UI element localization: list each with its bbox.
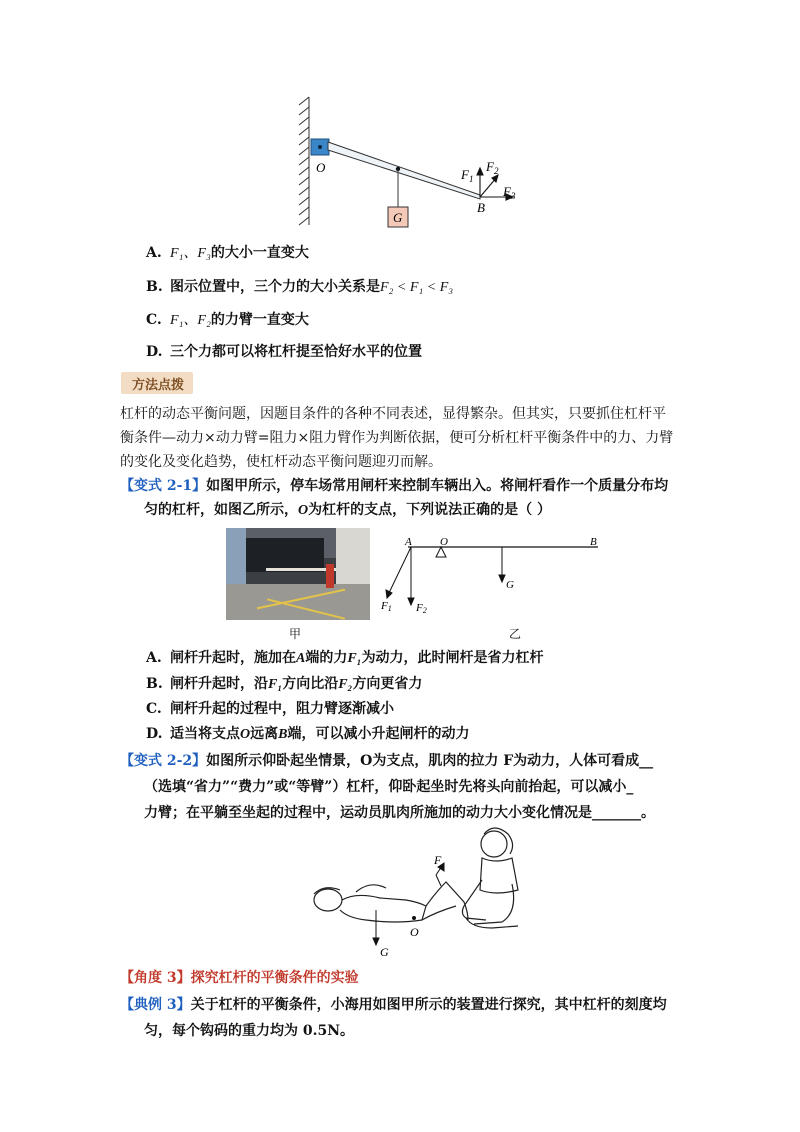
svg-text:F2: F2 — [416, 602, 427, 615]
wall-hatching — [299, 97, 309, 225]
q1-option-b: B. 图示位置中，三个力的大小关系是F₂ < F₁ < F₃ — [146, 279, 454, 295]
q1-option-a: A. F₁、F₃的大小一直变大 — [146, 245, 309, 261]
svg-text:G: G — [506, 579, 514, 591]
svg-text:F1: F1 — [381, 600, 392, 613]
svg-text:F: F — [434, 853, 442, 867]
variant-2-1-question: 【变式 2-1】如图甲所示，停车场常用闸杆来控制车辆出入。将闸杆看作一个质量分布均 匀的杠杆，如图乙所示，O为杠杆的支点，下列说法正确的是（ ） — [120, 478, 669, 518]
v21-option-b: B. 闸杆升起时，沿F₁方向比沿F₂方向更省力 — [146, 676, 423, 692]
gate-lever-diagram — [378, 535, 608, 635]
pivot-triangle — [436, 547, 446, 557]
q1-option-c: C. F₁、F₂的力臂一直变大 — [146, 312, 309, 328]
q1-option-d: D. 三个力都可以将杠杆提至恰好水平的位置 — [146, 344, 422, 360]
label-F3: $F_3$ — [503, 184, 516, 201]
svg-text:G: G — [380, 945, 389, 959]
caption-jia: 甲 — [289, 627, 302, 641]
method-text: 杠杆的动态平衡问题，因题目条件的各种不同表述，显得繁杂。但其实，只要抓住杠杆平 衡条件—动力×动力臂=阻力×阻力臂作为判断依据，便可分析杠杆平衡条件中的力、力臂 的变化及变化趋势，使杠杆动态平衡问题迎刃而解。 — [120, 406, 674, 470]
v21-option-d: D. 适当将支点O远离B端，可以减小升起闸杆的动力 — [146, 726, 470, 742]
svg-text:B: B — [590, 536, 597, 548]
lever-wall-figure — [290, 95, 530, 235]
svg-text:O: O — [410, 925, 419, 939]
svg-text:A: A — [405, 536, 412, 548]
label-F1: $F_1$ — [461, 167, 474, 184]
v21-option-c: C. 闸杆升起的过程中，阻力臂逐渐减小 — [146, 701, 394, 717]
method-tag: 方法点拨 — [132, 378, 185, 393]
parking-gate-photo — [226, 528, 370, 620]
svg-text:O: O — [440, 536, 448, 548]
label-G: G — [393, 210, 403, 225]
label-O: O — [316, 160, 326, 175]
example-3-question: 【典例 3】关于杠杆的平衡条件，小海用如图甲所示的装置进行探究，其中杠杆的刻度均 匀，每个钩码的重力均为 0.5N。 — [120, 997, 667, 1039]
label-F2: $F_2$ — [486, 159, 499, 176]
label-B: B — [477, 200, 485, 215]
caption-yi: 乙 — [509, 627, 522, 641]
v21-option-a: A. 闸杆升起时，施加在A端的力F₁为动力，此时闸杆是省力杠杆 — [146, 650, 544, 666]
situp-figure — [296, 820, 536, 960]
variant-2-2-question: 【变式 2-2】如图所示仰卧起坐情景，O为支点，肌肉的拉力 F为动力，人体可看成__ （选填“省力”“费力”或“等臂”）杠杆，仰卧起坐时先将头向前抬起，可以减小_ 力臂；在平躺至坐起的过程中，运动员肌肉所施加的动力大小变化情况是_______。 — [120, 753, 655, 821]
lever-bar — [328, 142, 480, 199]
angle-3-heading: 【角度 3】探究杠杆的平衡条件的实验 — [120, 970, 359, 986]
